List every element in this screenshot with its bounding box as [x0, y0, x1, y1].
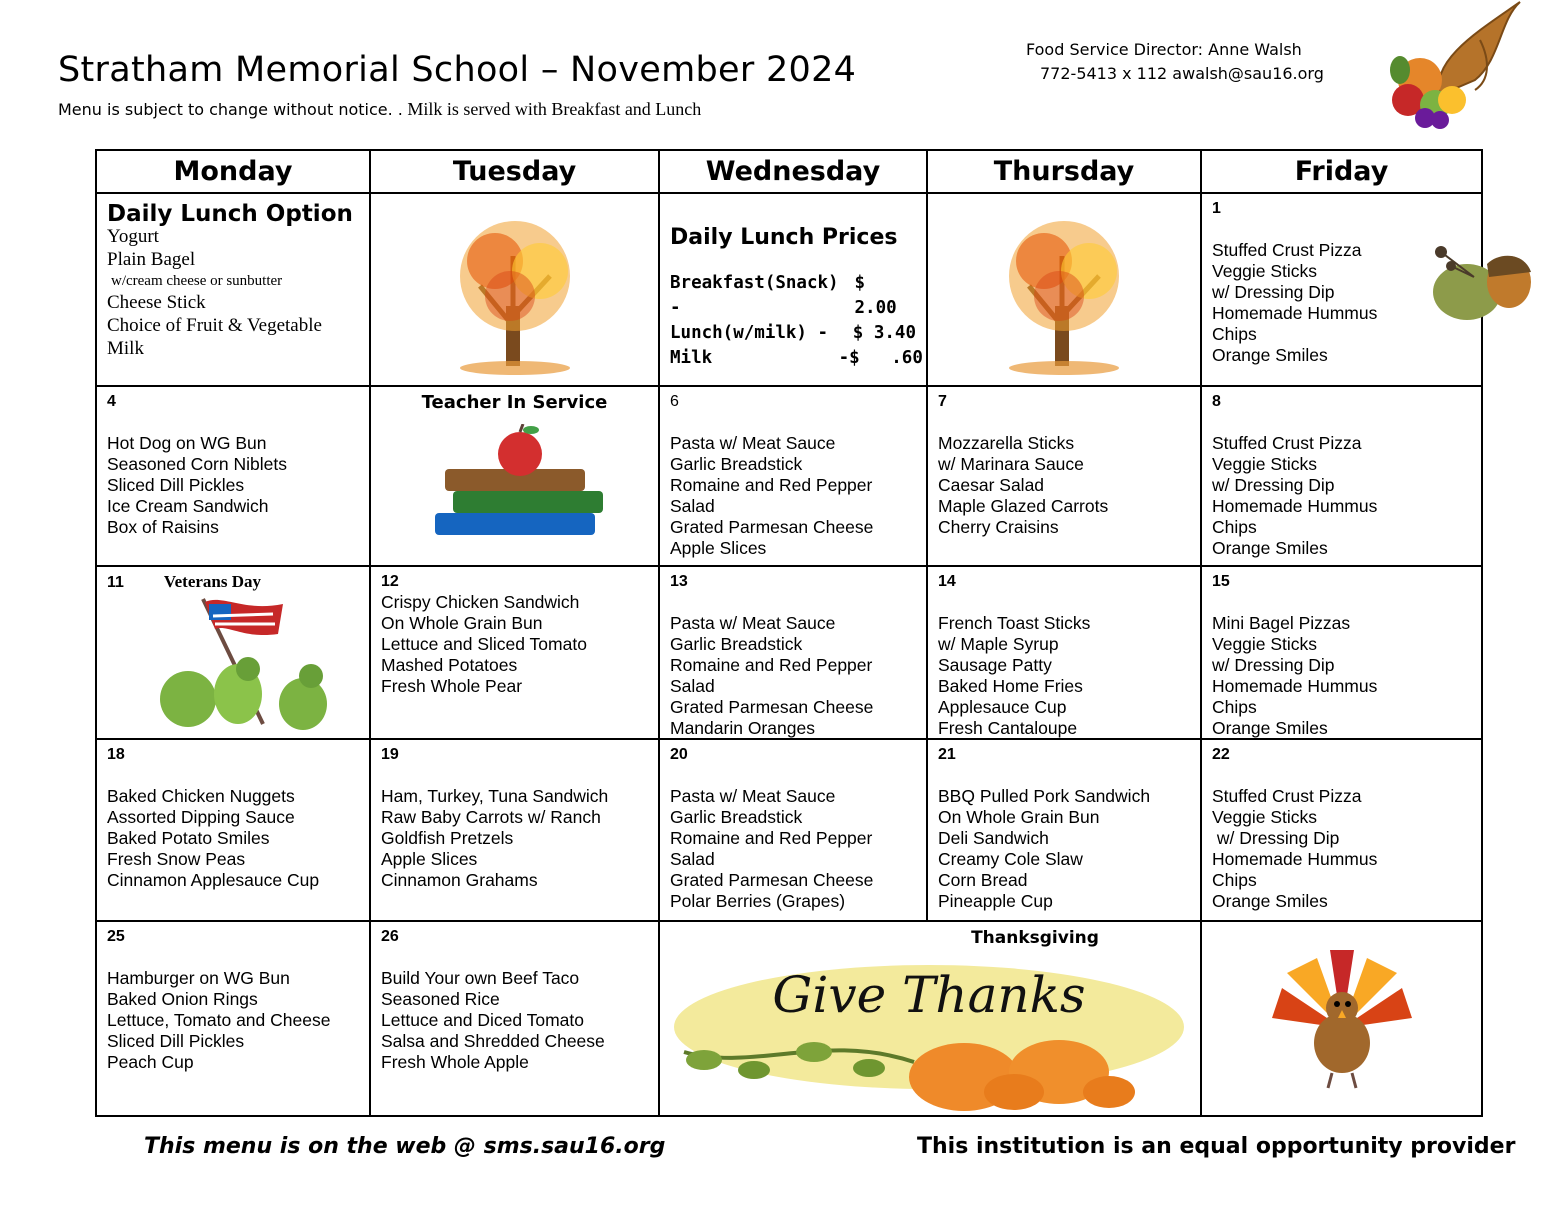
menu-item: Garlic Breadstick [670, 633, 803, 654]
prices-cell [659, 193, 927, 386]
menu-item: Salad [670, 675, 715, 696]
menu-item: Sliced Dill Pickles [107, 1031, 245, 1052]
date-row [107, 571, 359, 592]
menu-item: Apple Slices [670, 537, 767, 558]
date-number: 13 [670, 573, 688, 590]
price-row [670, 346, 923, 371]
date-number: 19 [381, 746, 399, 764]
menu-notice [58, 99, 701, 120]
thanksgiving-label: Thanksgiving [971, 928, 1099, 949]
menu-item: Mandarin Oranges [670, 717, 815, 738]
menu-item: Grated Parmesan Cheese [670, 696, 874, 717]
day-header-thursday: Thursday [927, 150, 1201, 193]
day-cell-22 [1201, 739, 1482, 921]
menu-item: Raw Baby Carrots w/ Ranch [381, 807, 601, 828]
menu-item: Veggie Sticks [1212, 453, 1318, 474]
menu-item: Homemade Hummus [1212, 302, 1378, 323]
price-value: $ .60 [849, 347, 923, 368]
give-thanks-banner-cell [659, 921, 1201, 1116]
price-value: $ 3.40 [852, 322, 916, 343]
date-number: 12 [381, 573, 399, 590]
menu-item: Chips [1212, 516, 1257, 537]
menu-item: Mozzarella Sticks [938, 433, 1075, 453]
menu-item: w/ Dressing Dip [1212, 281, 1335, 302]
day-header-tuesday: Tuesday [370, 150, 659, 193]
menu-item: Baked Home Fries [938, 675, 1083, 696]
veterans-day-label: Veterans Day [163, 572, 262, 591]
soldiers-flag-image [143, 594, 359, 734]
notice-change: Menu is subject to change without notice. . [58, 100, 403, 119]
price-row [670, 271, 916, 321]
menu-item: Seasoned Rice [381, 989, 500, 1010]
menu-item: Hot Dog on WG Bun [107, 433, 267, 453]
menu-item: Polar Berries (Grapes) [670, 890, 846, 911]
menu-item: Caesar Salad [938, 474, 1045, 495]
date-number: 14 [938, 573, 956, 590]
day-cell-26 [370, 921, 659, 1116]
menu-item: Seasoned Corn Niblets [107, 453, 287, 474]
menu-item: Chips [1212, 323, 1257, 344]
menu-item: Pasta w/ Meat Sauce [670, 613, 836, 633]
menu-item: Pineapple Cup [938, 890, 1053, 911]
price-label: Lunch(w/milk) - [670, 322, 829, 343]
menu-item: Romaine and Red Pepper [670, 654, 873, 675]
turkey-cell [1201, 921, 1482, 1116]
date-number: 26 [381, 928, 399, 946]
day-cell-12 [370, 566, 659, 739]
menu-item: Hamburger on WG Bun [107, 968, 290, 989]
menu-item: Mashed Potatoes [381, 654, 518, 675]
menu-item: Grated Parmesan Cheese [670, 870, 874, 891]
notice-milk: Milk is served with Breakfast and Lunch [402, 99, 702, 119]
menu-item: On Whole Grain Bun [938, 807, 1100, 828]
menu-item: w/ Dressing Dip [1212, 474, 1335, 495]
menu-item: Creamy Cole Slaw [938, 849, 1083, 870]
menu-item: Box of Raisins [107, 516, 219, 537]
menu-item: Orange Smiles [1212, 890, 1328, 911]
menu-item: Garlic Breadstick [670, 453, 803, 474]
menu-item: Baked Potato Smiles [107, 828, 270, 849]
menu-item: Lettuce and Sliced Tomato [381, 633, 587, 654]
menu-item: Veggie Sticks [1212, 633, 1318, 654]
daily-option-title: Daily Lunch Option [107, 201, 353, 227]
menu-item: Assorted Dipping Sauce [107, 807, 295, 828]
menu-item: Stuffed Crust Pizza [1212, 240, 1362, 260]
autumn-tree-image [371, 194, 658, 376]
daily-option-cell [96, 193, 370, 386]
menu-item: BBQ Pulled Pork Sandwich [938, 786, 1151, 807]
menu-item: Fresh Cantaloupe [938, 717, 1078, 738]
date-number: 4 [107, 393, 116, 410]
day-cell-15 [1201, 566, 1482, 739]
books-apple-image [381, 424, 648, 544]
day-cell-13 [659, 566, 927, 739]
date-number: 15 [1212, 573, 1230, 590]
daily-option-list [107, 225, 359, 360]
list-item: Milk [107, 338, 144, 360]
menu-item: Chips [1212, 696, 1257, 717]
give-thanks-banner-image [664, 952, 1194, 1112]
director-info [1026, 38, 1324, 86]
date-number: 18 [107, 746, 125, 764]
turkey-image [1202, 922, 1481, 1098]
date-number: 1 [1212, 200, 1221, 217]
acorn-image [1429, 232, 1539, 332]
day-header-wednesday: Wednesday [659, 150, 927, 193]
menu-item: w/ Marinara Sauce [938, 453, 1084, 474]
teacher-in-service-label: Teacher In Service [421, 392, 608, 413]
day-cell-21 [927, 739, 1201, 921]
menu-item: Veggie Sticks [1212, 260, 1318, 281]
menu-item: Orange Smiles [1212, 344, 1328, 365]
menu-item: Cherry Craisins [938, 516, 1059, 537]
director-contact: 772-5413 x 112 awalsh@sau16.org [1040, 64, 1324, 83]
menu-item: Romaine and Red Pepper [670, 474, 873, 495]
menu-item: Baked Chicken Nuggets [107, 786, 295, 807]
menu-calendar [95, 149, 1483, 1117]
date-number: 22 [1212, 746, 1230, 764]
menu-item: Stuffed Crust Pizza [1212, 433, 1362, 453]
day-header-friday: Friday [1201, 150, 1482, 193]
autumn-tree-image [928, 194, 1200, 376]
menu-item: Homemade Hummus [1212, 495, 1378, 516]
web-notice: This menu is on the web @ sms.sau16.org [144, 1134, 666, 1159]
menu-item: Peach Cup [107, 1052, 194, 1073]
menu-item: Lettuce, Tomato and Cheese [107, 1010, 331, 1031]
menu-item: Salsa and Shredded Cheese [381, 1031, 605, 1052]
equal-opportunity-notice: This institution is an equal opportunity provider [917, 1134, 1516, 1159]
date-number: 6 [670, 393, 679, 410]
menu-item: Crispy Chicken Sandwich [381, 592, 580, 612]
menu-item: Orange Smiles [1212, 537, 1328, 558]
menu-item: Build Your own Beef Taco [381, 968, 580, 989]
menu-item: Baked Onion Rings [107, 989, 258, 1010]
day-cell-4 [96, 386, 370, 566]
menu-item: Veggie Sticks [1212, 807, 1318, 828]
menu-item: Lettuce and Diced Tomato [381, 1010, 585, 1031]
menu-item: Corn Bread [938, 870, 1028, 891]
cornucopia-image [1380, 0, 1530, 132]
day-header-monday: Monday [96, 150, 370, 193]
director-name: Food Service Director: Anne Walsh [1026, 40, 1302, 59]
menu-item: Romaine and Red Pepper [670, 828, 873, 849]
menu-item: Ice Cream Sandwich [107, 495, 269, 516]
price-value: $ 2.00 [854, 272, 897, 318]
day-cell-6 [659, 386, 927, 566]
page-title: Stratham Memorial School – November 2024 [58, 50, 857, 90]
day-cell-11 [96, 566, 370, 739]
menu-item: Homemade Hummus [1212, 675, 1378, 696]
list-item: Cheese Stick [107, 291, 206, 313]
menu-item: Sausage Patty [938, 654, 1052, 675]
price-list [670, 271, 923, 371]
menu-item: Pasta w/ Meat Sauce [670, 786, 836, 807]
day-cell-8 [1201, 386, 1482, 566]
menu-item: Deli Sandwich [938, 828, 1049, 849]
autumn-tree-cell [927, 193, 1201, 386]
autumn-tree-cell [370, 193, 659, 386]
menu-item: Chips [1212, 870, 1257, 891]
menu-item: Goldfish Pretzels [381, 828, 514, 849]
day-cell-19 [370, 739, 659, 921]
menu-item: On Whole Grain Bun [381, 612, 543, 633]
day-cell-7 [927, 386, 1201, 566]
menu-item: Pasta w/ Meat Sauce [670, 433, 836, 453]
list-item-note: w/cream cheese or sunbutter [111, 272, 283, 289]
date-number: 8 [1212, 393, 1221, 410]
price-label: Breakfast(Snack) - [670, 272, 839, 318]
menu-item: Fresh Whole Pear [381, 675, 523, 696]
menu-item: Fresh Whole Apple [381, 1052, 529, 1073]
menu-item: Sliced Dill Pickles [107, 474, 245, 495]
day-cell-18 [96, 739, 370, 921]
menu-item: Stuffed Crust Pizza [1212, 786, 1362, 807]
menu-item: Orange Smiles [1212, 717, 1328, 738]
menu-item: Fresh Snow Peas [107, 849, 246, 870]
date-number: 7 [938, 393, 947, 410]
day-cell-1 [1201, 193, 1482, 386]
day-cell-25 [96, 921, 370, 1116]
menu-item: Homemade Hummus [1212, 849, 1378, 870]
list-item: Yogurt [107, 225, 159, 247]
menu-item: Salad [670, 495, 715, 516]
menu-item: French Toast Sticks [938, 613, 1091, 633]
prices-title: Daily Lunch Prices [670, 225, 898, 250]
date-number: 20 [670, 746, 688, 764]
give-thanks-text: Give Thanks [772, 966, 1086, 1025]
menu-item: w/ Dressing Dip [1212, 828, 1340, 849]
list-item: Choice of Fruit & Vegetable [107, 314, 322, 336]
menu-item: Cinnamon Applesauce Cup [107, 870, 320, 891]
menu-item: Salad [670, 849, 715, 870]
date-number: 25 [107, 928, 125, 946]
menu-item: Ham, Turkey, Tuna Sandwich [381, 786, 609, 807]
price-row [670, 321, 916, 346]
menu-item: Grated Parmesan Cheese [670, 516, 874, 537]
date-number: 11 [107, 574, 124, 591]
menu-item: Cinnamon Grahams [381, 870, 538, 891]
menu-item: Mini Bagel Pizzas [1212, 613, 1351, 633]
menu-item: Garlic Breadstick [670, 807, 803, 828]
menu-item: Applesauce Cup [938, 696, 1067, 717]
menu-item: Apple Slices [381, 849, 478, 870]
menu-item: Maple Glazed Carrots [938, 495, 1109, 516]
price-label: Milk - [670, 347, 850, 368]
day-cell-5 [370, 386, 659, 566]
menu-item: w/ Dressing Dip [1212, 654, 1335, 675]
list-item: Plain Bagel [107, 249, 196, 271]
day-cell-20 [659, 739, 927, 921]
day-cell-14 [927, 566, 1201, 739]
date-number: 21 [938, 746, 956, 764]
menu-item: w/ Maple Syrup [938, 633, 1059, 654]
